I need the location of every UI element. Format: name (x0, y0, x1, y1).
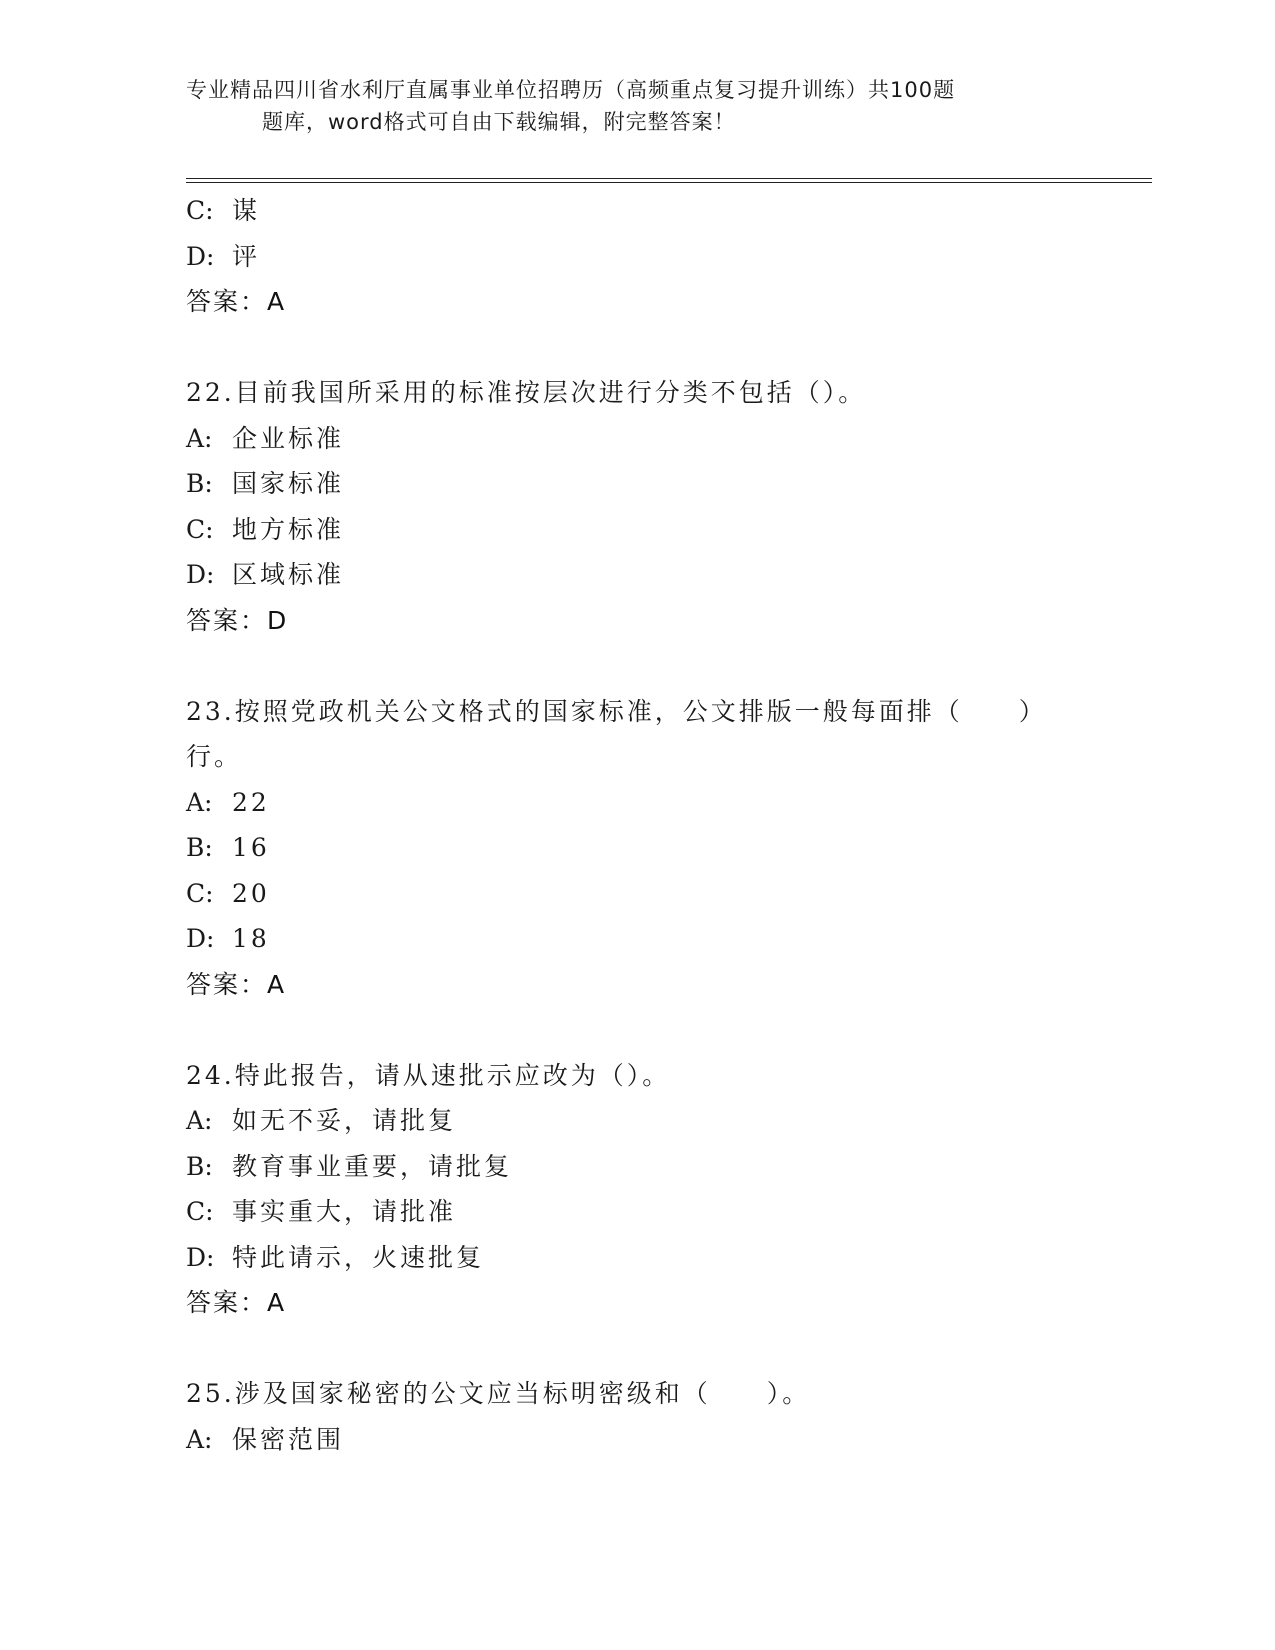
option-label: A: (186, 1424, 213, 1454)
option-label: C: (186, 878, 214, 908)
document-header (186, 74, 1066, 138)
spacer (186, 325, 1086, 371)
option-a (186, 1417, 1086, 1463)
answer-line: 答案：A (186, 287, 287, 316)
header-rule-top (186, 178, 1152, 179)
option-label: C: (186, 196, 214, 225)
option-text: 如无不妥，请批复 (232, 1106, 457, 1135)
option-b (186, 1144, 1086, 1190)
option-label: A: (186, 423, 213, 453)
option-a (186, 780, 1086, 826)
answer-line: 答案：A (186, 1288, 287, 1317)
option-d (186, 234, 1086, 280)
header-line-1: 专业精品四川省水利厅直属事业单位招聘历（高频重点复习提升训练）共100题 (186, 78, 956, 102)
option-text: 区域标准 (232, 560, 345, 589)
question-stem: 23.按照党政机关公文格式的国家标准，公文排版一般每面排（ ） (186, 696, 1047, 726)
question-21 (186, 188, 1086, 325)
question-22 (186, 370, 1086, 643)
option-a (186, 416, 1086, 462)
option-label: B: (186, 469, 213, 498)
option-label: D: (186, 924, 215, 953)
answer-line: 答案：D (186, 605, 289, 635)
option-label: A: (186, 787, 213, 817)
option-text: 评 (232, 241, 261, 271)
option-label: D: (186, 1242, 215, 1272)
question-24 (186, 1053, 1086, 1326)
question-23 (186, 689, 1086, 1008)
option-label: B: (186, 833, 213, 862)
question-25 (186, 1371, 1086, 1462)
option-text: 特此请示，火速批复 (232, 1242, 485, 1272)
option-c (186, 871, 1086, 917)
option-text: 企业标准 (232, 423, 345, 453)
option-a (186, 1098, 1086, 1144)
option-label: D: (186, 560, 215, 589)
option-text: 18 (232, 924, 270, 953)
option-d (186, 916, 1086, 962)
option-text: 地方标准 (232, 514, 345, 544)
option-label: C: (186, 1197, 214, 1226)
option-text: 教育事业重要，请批复 (232, 1151, 513, 1181)
question-stem: 25.涉及国家秘密的公文应当标明密级和（ ）。 (186, 1379, 811, 1408)
question-stem: 22.目前我国所采用的标准按层次进行分类不包括（）。 (186, 378, 867, 407)
question-list (186, 188, 1086, 1462)
option-b (186, 461, 1086, 507)
spacer (186, 1007, 1086, 1053)
header-line-2: 题库，word格式可自由下载编辑，附完整答案！ (262, 110, 736, 134)
spacer (186, 643, 1086, 689)
option-text: 16 (232, 833, 270, 862)
option-text: 谋 (232, 196, 261, 225)
option-text: 国家标准 (232, 469, 345, 498)
option-label: B: (186, 1151, 213, 1181)
option-c (186, 188, 1086, 234)
option-label: C: (186, 514, 214, 544)
header-rule-bottom (186, 182, 1152, 183)
answer-line: 答案：A (186, 969, 287, 999)
spacer (186, 1326, 1086, 1372)
option-d (186, 1235, 1086, 1281)
option-d (186, 552, 1086, 598)
question-stem-continued: 行。 (186, 742, 243, 771)
option-c (186, 1189, 1086, 1235)
option-label: A: (186, 1106, 213, 1135)
option-text: 22 (232, 787, 270, 817)
option-text: 事实重大，请批准 (232, 1197, 457, 1226)
option-c (186, 507, 1086, 553)
option-label: D: (186, 241, 215, 271)
option-text: 20 (232, 878, 270, 908)
option-b (186, 825, 1086, 871)
option-text: 保密范围 (232, 1424, 345, 1454)
question-stem: 24.特此报告，请从速批示应改为（）。 (186, 1060, 671, 1090)
